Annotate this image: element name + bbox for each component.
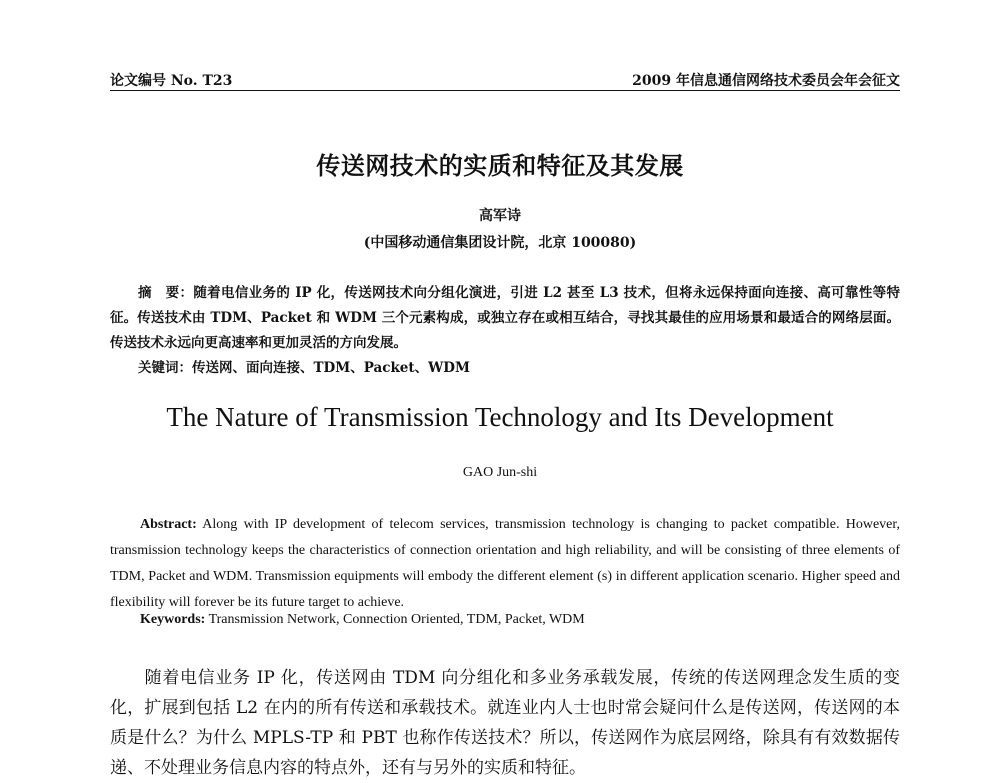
keywords-chinese [138, 356, 898, 376]
title-english: The Nature of Transmission Technology and Its Development [166, 402, 834, 432]
keywords-english-label: Keywords: [140, 612, 206, 627]
abstract-english-label: Abstract: [140, 517, 197, 532]
abstract-chinese-label: 摘 要： [138, 285, 194, 301]
abstract-english-text: Along with IP development of telecom services, transmission technology is changing to packet compatible. However, transmission technology keeps the characteristics of connection orientation and high reliability, and will be consisting of three elements of TDM, Packet and WDM. Transmission equipments will embody the different element (s) in different application scenario. Higher speed and flexibility will forever be its future target to achieve. [110, 517, 900, 610]
keywords-english-text: Transmission Network, Connection Oriented, TDM, Packet, WDM [208, 612, 585, 627]
affiliation-chinese: (中国移动通信集团设计院，北京 100080) [363, 235, 637, 251]
paper-number: 论文编号 No. T23 [110, 73, 233, 89]
conference-name: 2009 年信息通信网络技术委员会年会征文 [632, 73, 900, 89]
keywords-chinese-text: 传送网、面向连接、TDM、Packet、WDM [192, 360, 470, 376]
abstract-chinese [110, 281, 900, 356]
body-paragraph [110, 663, 900, 783]
title-chinese: 传送网技术的实质和特征及其发展 [316, 151, 684, 180]
author-english: GAO Jun-shi [462, 465, 538, 480]
author-chinese: 高军诗 [479, 208, 521, 224]
keywords-chinese-label: 关键词： [138, 360, 192, 376]
body-paragraph-text: 随着电信业务 IP 化，传送网由 TDM 向分组化和多业务承载发展，传统的传送网理念发生质的变化，扩展到包括 L2 在内的所有传送和承载技术。就连业内人士也时常会疑问什么是传送网，传送网的本质是什么？为什么 MPLS-TP 和 PBT 也称作传送技术？所以，传送网作为底层网络，除具有有效数据传递、不处理业务信息内容的特点外，还有与另外的实质和特征。 [110, 668, 900, 778]
page-header [110, 60, 900, 91]
abstract-english [110, 512, 900, 616]
keywords-english [140, 612, 900, 628]
abstract-chinese-text: 随着电信业务的 IP 化，传送网技术向分组化演进，引进 L2 甚至 L3 技术，但将永远保持面向连接、高可靠性等特征。传送技术由 TDM、Packet 和 WDM 三个元素构成，或独立存在或相互结合，寻找其最佳的应用场景和最适合的网络层面。传送技术永远向更高速率和更加灵活的方向发展。 [110, 285, 901, 351]
